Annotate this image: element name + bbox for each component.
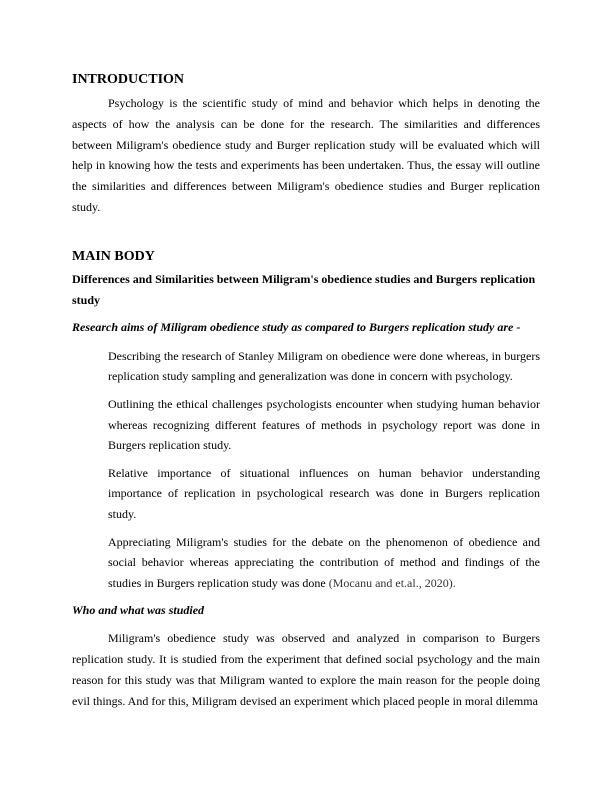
list-item: Outlining the ethical challenges psychologists encounter when studying human behavior whereas recognizing different features of methods in psychology report was done in Burgers replication study. [108,396,540,453]
who-studied-heading: Who and what was studied [72,603,205,618]
introduction-paragraph: Psychology is the scientific study of mind and behavior which helps in denoting the aspects of how the analysis can be done for the research. The similarities and differences between Miligram's obedience study and Burger replication study will be evaluated which will help in knowing how the tests and experiments has been undertaken. Thus, the essay will outline the similarities and differences between Miligram's obedience studies and Burger replication study. [72,96,540,214]
who-studied-paragraph: Miligram's obedience study was observed and analyzed in comparison to Burgers replication study. It is studied from the experiment that defined social psychology and the main reason for this study was that Miligram wanted to explore the main reason for the people doing evil things. And for this, Miligram devised an experiment which placed people in moral dilemma [72,631,540,708]
citation: (Mocanu and et.al., 2020). [328,575,456,590]
list-item: Relative importance of situational influences on human behavior understanding importance of replication in psychological research was done in Burgers replication study. [108,465,540,521]
document-page [72,70,540,712]
main-body-heading: MAIN BODY [72,248,155,264]
research-aims-heading: Research aims of Miligram obedience study as compared to Burgers replication study are - [72,319,521,334]
list-item: Appreciating Miligram's studies for the debate on the phenomenon of obedience and social behavior whereas appreciating the contribution of method and findings of the studies in Burgers replication study was done (Mocanu and et.al., 2020). [108,534,540,590]
introduction-heading: INTRODUCTION [72,72,185,87]
section-subheading: Differences and Similarities between Miligram's obedience studies and Burgers replication study [72,271,536,307]
list-item: Describing the research of Stanley Miligram on obedience were done whereas, in burgers replication study sampling and generalization was done in concern with psychology. [108,348,540,384]
research-aims-list [72,346,540,594]
